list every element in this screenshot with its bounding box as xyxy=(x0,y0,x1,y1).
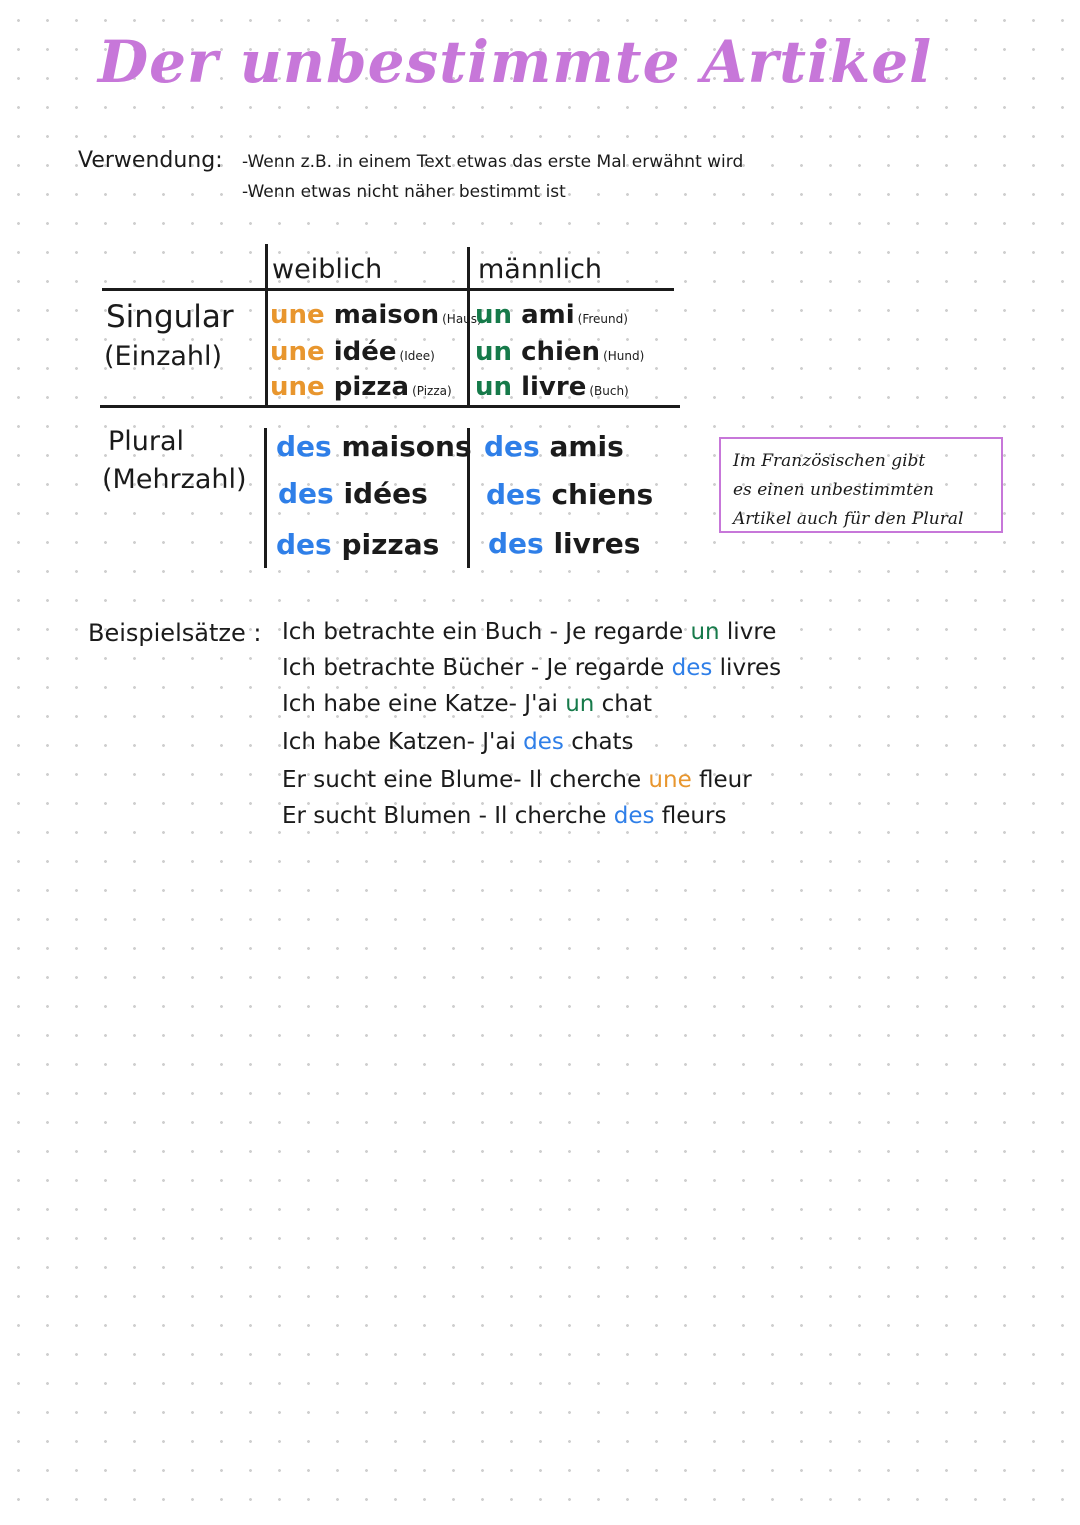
article-des: des xyxy=(523,729,564,755)
german-sentence: Ich habe eine Katze xyxy=(282,691,509,717)
example-sentence xyxy=(282,803,726,829)
gloss: (Haus) xyxy=(442,312,482,326)
noun: idée xyxy=(333,337,397,367)
article-des: des xyxy=(488,527,544,560)
table-divider-left-upper xyxy=(265,244,268,406)
gloss: (Buch) xyxy=(589,384,629,398)
german-sentence: Ich habe Katzen xyxy=(282,729,467,755)
article-un: un xyxy=(690,619,720,645)
noun: idées xyxy=(343,477,428,510)
gloss: (Hund) xyxy=(603,349,645,363)
article-un: un xyxy=(475,337,513,367)
german-sentence: Ich betrachte ein Buch xyxy=(282,619,543,645)
plural-feminine-entry xyxy=(276,430,472,463)
plural-feminine-entry xyxy=(276,528,439,561)
noun: chien xyxy=(521,337,601,367)
french-sentence-start: Il cherche xyxy=(494,803,607,829)
singular-masculine-entry xyxy=(475,300,628,330)
german-sentence: Ich betrachte Bücher xyxy=(282,655,524,681)
noun: livre xyxy=(521,372,587,402)
gloss: (Pizza) xyxy=(412,384,452,398)
article-une: une xyxy=(270,337,325,367)
plural-feminine-entry xyxy=(278,477,428,510)
singular-feminine-entry xyxy=(270,337,435,367)
french-noun: livres xyxy=(719,655,782,681)
row-header-singular: Singular xyxy=(106,299,234,335)
gloss: (Idee) xyxy=(399,349,435,363)
article-un: un xyxy=(565,691,595,717)
singular-feminine-entry xyxy=(270,300,482,330)
separator: - xyxy=(466,729,475,755)
article-un: un xyxy=(475,372,513,402)
article-une: une xyxy=(270,300,325,330)
plural-masculine-entry xyxy=(486,478,653,511)
article-des: des xyxy=(278,477,334,510)
singular-feminine-entry xyxy=(270,372,452,402)
french-sentence-start: J'ai xyxy=(482,729,516,755)
page-title: Der unbestimmte Artikel xyxy=(97,28,933,96)
noun: amis xyxy=(549,430,624,463)
noun: livres xyxy=(553,527,641,560)
french-sentence-start: Je regarde xyxy=(546,655,665,681)
examples-label: Beispielsätze : xyxy=(88,619,262,647)
noun: ami xyxy=(521,300,575,330)
separator: - xyxy=(549,619,558,645)
french-noun: livre xyxy=(726,619,777,645)
plural-masculine-entry xyxy=(484,430,624,463)
example-sentence xyxy=(282,767,752,793)
row-header-plural-sub: (Mehrzahl) xyxy=(102,464,247,495)
article-un: un xyxy=(475,300,513,330)
separator: - xyxy=(478,803,487,829)
note-line: es einen unbestimmten xyxy=(733,480,934,500)
article-des: des xyxy=(484,430,540,463)
french-sentence-start: J'ai xyxy=(524,691,558,717)
gloss: (Freund) xyxy=(577,312,628,326)
table-divider-left-lower xyxy=(264,428,267,568)
usage-line-2: -Wenn etwas nicht näher bestimmt ist xyxy=(242,182,566,202)
column-header-masculine: männlich xyxy=(478,254,603,285)
example-sentence xyxy=(282,729,634,755)
row-header-singular-sub: (Einzahl) xyxy=(104,341,223,372)
note-line: Artikel auch für den Plural xyxy=(733,509,964,529)
note-line: Im Französischen gibt xyxy=(733,451,926,471)
article-des: des xyxy=(486,478,542,511)
french-sentence-start: Il cherche xyxy=(528,767,642,793)
usage-line-1: -Wenn z.B. in einem Text etwas das erste Mal erwähnt wird xyxy=(242,152,744,172)
noun: pizzas xyxy=(341,528,440,561)
plural-masculine-entry xyxy=(488,527,640,560)
table-header-rule xyxy=(102,288,674,291)
table-middle-rule xyxy=(100,405,680,408)
german-sentence: Er sucht Blumen xyxy=(282,803,472,829)
french-noun: fleur xyxy=(699,767,752,793)
noun: maisons xyxy=(341,430,472,463)
column-header-feminine: weiblich xyxy=(272,254,383,285)
french-noun: chats xyxy=(571,729,634,755)
singular-masculine-entry xyxy=(475,337,644,367)
separator: - xyxy=(508,691,517,717)
german-sentence: Er sucht eine Blume xyxy=(282,767,514,793)
separator: - xyxy=(513,767,522,793)
example-sentence xyxy=(282,655,781,681)
french-noun: chat xyxy=(601,691,652,717)
example-sentence xyxy=(282,691,652,717)
usage-label: Verwendung: xyxy=(78,148,223,173)
plural-note-box xyxy=(719,437,1003,533)
noun: pizza xyxy=(333,372,410,402)
noun: chiens xyxy=(551,478,654,511)
separator: - xyxy=(530,655,540,681)
noun: maison xyxy=(333,300,440,330)
row-header-plural: Plural xyxy=(108,426,185,457)
article-des: des xyxy=(276,430,332,463)
article-des: des xyxy=(276,528,332,561)
article-une: une xyxy=(270,372,325,402)
french-sentence-start: Je regarde xyxy=(565,619,684,645)
article-une: une xyxy=(648,767,692,793)
french-noun: fleurs xyxy=(661,803,727,829)
singular-masculine-entry xyxy=(475,372,629,402)
article-des: des xyxy=(671,655,713,681)
example-sentence xyxy=(282,619,776,645)
article-des: des xyxy=(613,803,655,829)
